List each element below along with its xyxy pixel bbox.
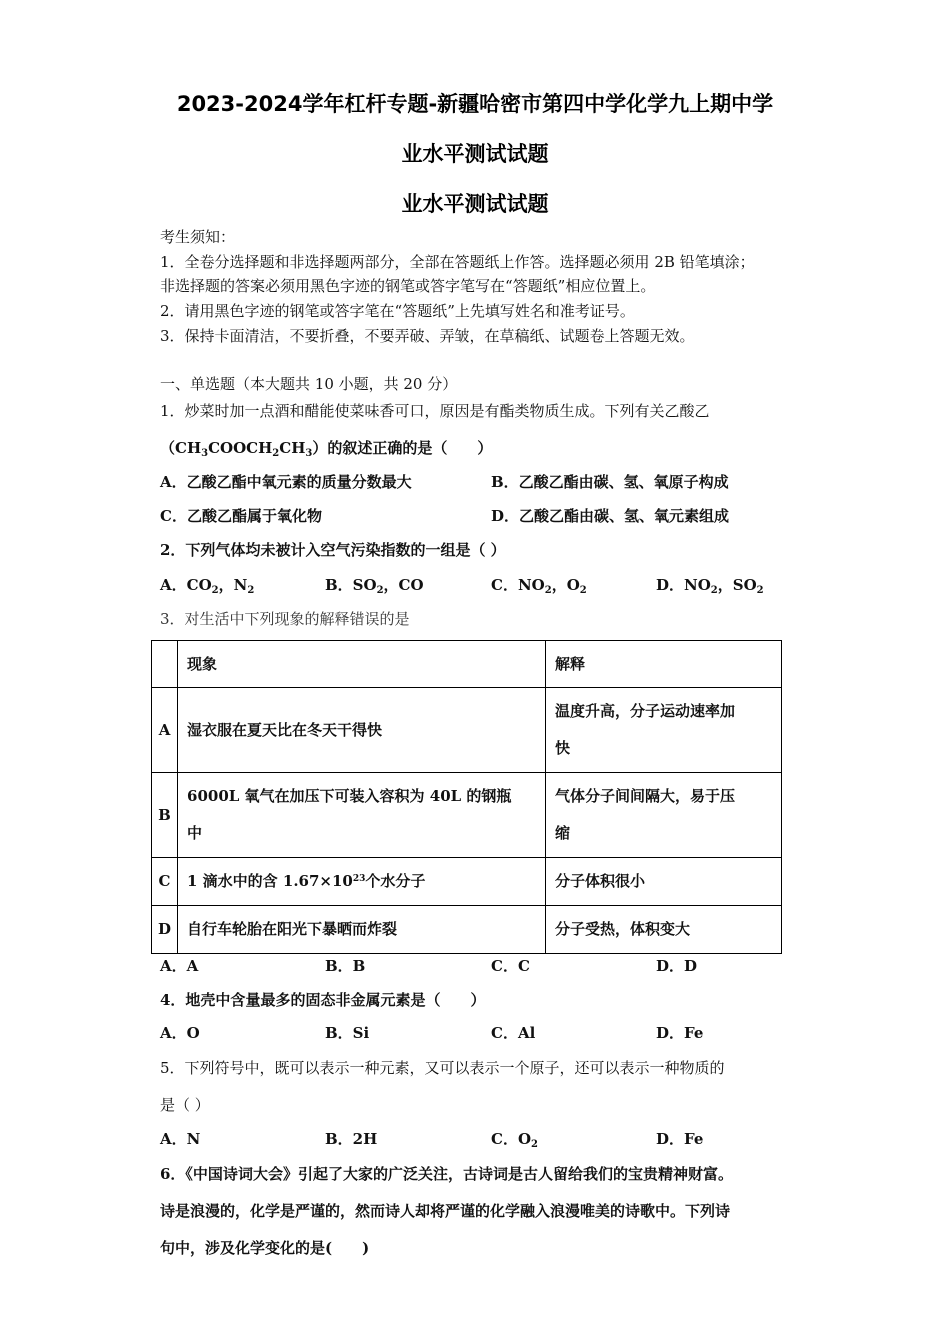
- q4-option-d: D．Fe: [656, 1024, 704, 1042]
- q5-option-b: B．2H: [325, 1130, 378, 1148]
- q3-table: [151, 640, 782, 954]
- title-line-1: 2023-2024学年杠杆专题-新疆哈密市第四中学化学九上期中学: [176, 92, 774, 116]
- notice-item-1a: 1．全卷分选择题和非选择题两部分，全部在答题纸上作答。选择题必须用 2B 铅笔填涂；: [160, 253, 755, 271]
- table-row-letter: C: [152, 858, 178, 906]
- q5-stem-line-1: 5．下列符号中，既可以表示一种元素，又可以表示一个原子，还可以表示一种物质的: [160, 1059, 725, 1077]
- table-cell-explanation: 温度升高，分子运动速率加 快: [546, 688, 782, 773]
- q6-stem-line-1: 6．《中国诗词大会》引起了大家的广泛关注，古诗词是古人留给我们的宝贵精神财富。: [160, 1165, 733, 1183]
- q6-stem-line-2: 诗是浪漫的，化学是严谨的，然而诗人却将严谨的化学融入浪漫唯美的诗歌中。下列诗: [160, 1202, 731, 1220]
- table-header-phenomenon: 现象: [178, 641, 546, 688]
- q1-stem-line-2: $(CH_3COOCH_2CH_3)$的叙述正确的是（ ）: [160, 439, 493, 459]
- notice-item-1b: 非选择题的答案必须用黑色字迹的钢笔或答字笔写在“答题纸”相应位置上。: [160, 277, 656, 295]
- table-row: [152, 773, 782, 858]
- table-cell-explanation: 气体分子间间隔大，易于压 缩: [546, 773, 782, 858]
- table-row: [152, 906, 782, 954]
- table-row: [152, 858, 782, 906]
- q1-option-b: B．乙酸乙酯由碳、氢、氧原子构成: [491, 473, 729, 491]
- q2-option-a: A．$CO_2$，$N_2$: [160, 576, 255, 596]
- table-cell: [152, 641, 178, 688]
- table-header-explanation: 解释: [546, 641, 782, 688]
- table-cell-phenomenon: 1 滴水中的含 $1.67\times 10^{23}$个水分子: [178, 858, 546, 906]
- q2-option-b: B．$SO_2$，CO: [325, 576, 424, 596]
- table-cell-phenomenon: 6000L 氧气在加压下可装入容积为 40L 的钢瓶 中: [178, 773, 546, 858]
- q5-option-c: C．$O_2$: [491, 1130, 538, 1150]
- q1-stem-line-1: 1．炒菜时加一点酒和醋能使菜味香可口，原因是有酯类物质生成。下列有关乙酸乙: [160, 402, 710, 420]
- table-row-letter: A: [152, 688, 178, 773]
- table-row-letter: D: [152, 906, 178, 954]
- q1-option-a: A．乙酸乙酯中氧元素的质量分数最大: [160, 473, 412, 491]
- table-cell-explanation: 分子受热，体积变大: [546, 906, 782, 954]
- q3-option-d: D．D: [656, 957, 698, 975]
- q5-stem-line-2: 是（ ）: [160, 1096, 210, 1114]
- q2-option-c: C．$NO_2$，$O_2$: [491, 576, 587, 596]
- table-cell-phenomenon: 湿衣服在夏天比在冬天干得快: [178, 688, 546, 773]
- q1-option-c: C．乙酸乙酯属于氧化物: [160, 507, 322, 525]
- q4-stem: 4．地壳中含量最多的固态非金属元素是（ ）: [160, 991, 486, 1009]
- q3-option-b: B．B: [325, 957, 366, 975]
- notice-item-2: 2．请用黑色字迹的钢笔或答字笔在“答题纸”上先填写姓名和准考证号。: [160, 302, 635, 320]
- table-cell-explanation: 分子体积很小: [546, 858, 782, 906]
- q5-option-d: D．Fe: [656, 1130, 704, 1148]
- q3-option-c: C．C: [491, 957, 530, 975]
- section-heading: 一、单选题（本大题共 10 小题，共 20 分）: [160, 375, 458, 393]
- q3-stem: 3．对生活中下列现象的解释错误的是: [160, 610, 410, 628]
- q4-option-b: B．Si: [325, 1024, 370, 1042]
- table-row: [152, 688, 782, 773]
- q3-option-a: A．A: [160, 957, 199, 975]
- table-row-letter: B: [152, 773, 178, 858]
- table-header-row: [152, 641, 782, 688]
- title-line-3: 业水平测试试题: [401, 192, 549, 216]
- notice-item-3: 3．保持卡面清洁，不要折叠，不要弄破、弄皱，在草稿纸、试题卷上答题无效。: [160, 327, 695, 345]
- q2-option-d: D．$NO_2$，$SO_2$: [656, 576, 764, 596]
- q1-option-d: D．乙酸乙酯由碳、氢、氧元素组成: [491, 507, 730, 525]
- table-cell-phenomenon: 自行车轮胎在阳光下暴晒而炸裂: [178, 906, 546, 954]
- title-line-2: 业水平测试试题: [401, 142, 549, 166]
- q4-option-c: C．Al: [491, 1024, 536, 1042]
- q6-stem-line-3: 句中，涉及化学变化的是( ): [160, 1239, 370, 1257]
- q2-stem: 2．下列气体均未被计入空气污染指数的一组是（ ）: [160, 541, 506, 559]
- q4-option-a: A．O: [160, 1024, 200, 1042]
- notice-heading: 考生须知：: [160, 228, 236, 246]
- q5-option-a: A．N: [160, 1130, 201, 1148]
